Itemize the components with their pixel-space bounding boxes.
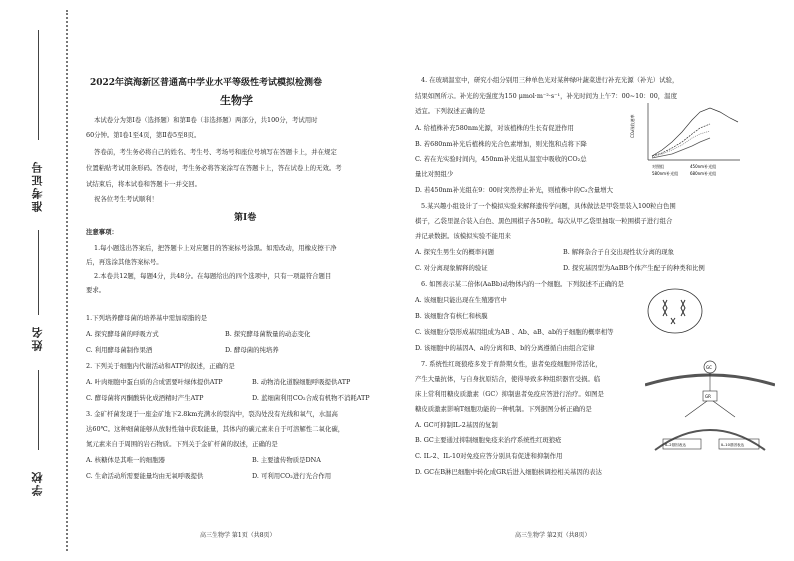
question-7-line: 产生大量抗体，与自身抗原结合，使得导致多种组织器官受损。临: [415, 375, 601, 383]
question-5-line: 棋子，乙袋里混合装入白色、黑色围棋子各50粒。每次从甲乙袋里抽取一粒围棋子进行组合: [415, 217, 673, 225]
exam-no-label: 准考证号: [31, 160, 44, 212]
question-4-line: 适宜。下列叙述正确的是: [415, 107, 486, 115]
arrow: [713, 401, 735, 417]
question-3-line: 达60℃。这种细菌能够从放射性铀中获取能量，其体内的碳元素来自于可溶解性二氧化碳，: [86, 425, 345, 433]
gc-mechanism-diagram: [645, 355, 775, 460]
subject-title: 生物学: [220, 94, 253, 107]
legend-entry: 580nm补光组: [652, 171, 679, 176]
intro-line: 60分钟。第Ⅰ卷1至4页，第Ⅱ卷5至8页。: [86, 131, 201, 139]
option: A. GC可抑制IL-2基因的复制: [415, 421, 498, 429]
school-label: 学校: [31, 470, 44, 496]
option: B. 探究酵母菌数量的动态变化: [225, 330, 311, 338]
option: D. GC在B淋巴细胞中转化成GR后进入细胞核调控相关基因的表达: [415, 468, 602, 476]
name-line: [38, 230, 39, 315]
question-4-line: 结果如图所示。补光的光强度为150 μmol·m⁻²·s⁻¹，补光时间为上午7：00~10：00，温度: [415, 92, 677, 100]
option: D. 该细胞中的基因A、a的分离和B、b的分离遵循自由组合定律: [415, 344, 595, 352]
series-580nm: [652, 138, 710, 158]
intro-line: 本试卷分为第Ⅰ卷（选择题）和第Ⅱ卷（非选择题）两部分，共100分，考试用时: [94, 116, 318, 124]
gr-label: GR: [705, 394, 711, 399]
chromosome: [671, 318, 675, 324]
intro-line: 祝各位考生考试顺利！: [94, 195, 158, 203]
page-2: [415, 0, 790, 561]
chromosome: [663, 300, 667, 316]
option: B. 该细胞含有核仁和核膜: [415, 312, 488, 320]
note-line: 2.本卷共12题，每题4分，共48分。在每题给出的四个选项中，只有一项最符合题目: [94, 272, 332, 280]
option: D. 酵母菌的纯培养: [225, 346, 279, 354]
cell-outline: [648, 289, 702, 333]
option: A. 探究酵母菌的呼吸方式: [86, 330, 159, 338]
question-5: 5.某兴趣小组设计了一个模拟实验来解释遗传学问题，具体做法是甲袋里装入100粒白色围: [421, 202, 676, 210]
option: B. 动物消化道腺细胞呼吸提供ATP: [252, 378, 351, 386]
exam-no-line: [38, 30, 39, 140]
chart-ylabel: CO₂吸收速率: [630, 114, 635, 138]
option: B. 主要遗传物质是DNA: [252, 456, 321, 464]
note-line: 1.每小题选出答案后，把答题卡上对应题目的答案标号涂黑。如需改动，用橡皮擦干净: [94, 244, 337, 252]
question-1: 1.下列培养酵母菌的培养基中需加琼脂的是: [86, 314, 208, 322]
legend-entry: 680nm补光组: [690, 171, 717, 176]
page-footer: 高三生物学 第1页（共8页）: [200, 532, 276, 539]
option: B. 解释杂合子自交出现性状分离的现象: [563, 248, 675, 256]
option: C. 该细胞分裂形成基因组成为AB 、Ab、aB、ab的子细胞的概率相等: [415, 328, 614, 336]
option: A. 给植株补充580nm光源，对该植株的生长有促进作用: [415, 124, 574, 132]
note-line: 后，再选涂其他答案标号。: [86, 258, 163, 266]
page-1: [80, 0, 415, 561]
option: C. 生命活动所需要能量均由无氧呼吸提供: [86, 472, 204, 480]
co2-chart: [630, 98, 790, 188]
option: A. 核糖体是其唯一的细胞器: [86, 456, 165, 464]
option: D. 探究基因型为AaBB个体产生配子的种类和比例: [563, 264, 705, 272]
school-line: [38, 370, 39, 450]
question-3-line: 氮元素来自于周围的岩石物质。下列关于金矿杆菌的叙述，正确的是: [86, 440, 278, 448]
chromosome: [681, 300, 685, 316]
question-3: 3. 金矿杆菌发现于一座金矿地下2.8km充满水的裂沟中，裂沟处没有光线和氧气，水温高: [86, 410, 338, 418]
option: D. 可利用CO₂进行光合作用: [252, 472, 332, 480]
option: D. 蓝细菌利用CO₂合成有机物不消耗ATP: [252, 394, 370, 402]
question-7-line: 床上常利用糖皮质激素（GC）抑制患者免疫应答进行治疗。如图是: [415, 390, 604, 398]
note-line: 要求。: [86, 286, 106, 294]
legend-entry: 450nm补光组: [690, 164, 717, 169]
question-5-line: 并记录数据。该模拟实验不能用来: [415, 232, 511, 240]
option: C. IL-2、IL-10对免疫应答分别具有促进和抑制作用: [415, 452, 563, 460]
page-footer: 高三生物学 第2页（共8页）: [515, 532, 591, 539]
option: C. 利用酵母菌制作果酒: [86, 346, 153, 354]
gc-label: GC: [706, 365, 712, 370]
cell-diagram: [645, 286, 705, 336]
question-2: 2. 下列关于细胞内代谢活动和ATP的叙述，正确的是: [86, 362, 235, 370]
binding-margin: [0, 0, 70, 561]
intro-line: 答卷前，考生务必将自己的姓名、考生号、考场号和座位号填写在答题卡上，并在规定: [94, 148, 337, 156]
option: A. 叶肉细胞中蛋白质的合成需要叶绿体提供ATP: [86, 378, 223, 386]
option: C. 若在光实验时间内，450nm补光组从温室中吸收的CO₂总: [415, 155, 587, 163]
series-control: [652, 124, 710, 156]
volume-title: 第Ⅰ卷: [234, 213, 257, 223]
option: A. 该细胞只能出现在生殖器官中: [415, 296, 507, 304]
nuclear-membrane: [655, 430, 765, 450]
exam-title: 2022年滨海新区普通高中学业水平等级性考试模拟检测卷: [90, 78, 323, 88]
notes-title: 注意事项：: [86, 228, 118, 236]
cut-line: [66, 10, 68, 551]
option-continued: 量比对照组少: [415, 170, 454, 178]
question-7: 7. 系统性红斑狼疮多发于育龄期女性，患者免疫细胞异常活化，: [421, 360, 602, 368]
legend-entry: 对照组: [652, 164, 664, 169]
il2-label: IL-2基因表达: [665, 443, 686, 447]
option: C. 对分离现象解释的验证: [415, 264, 488, 272]
il10-label: IL-10基因表达: [721, 443, 745, 447]
arrow: [685, 401, 707, 417]
intro-line: 试结束后，将本试卷和答题卡一并交回。: [86, 180, 202, 188]
option: D. 若450nm补光组在9：00时突然停止补光，则植株中的C₃含量增大: [415, 186, 613, 194]
option: A. 探究生男生女的概率问题: [415, 248, 494, 256]
option: C. 酵母菌将丙酮酸转化成酒精时产生ATP: [86, 394, 204, 402]
intro-line: 位置粘贴考试用条形码。答卷时，考生务必将答案涂写在答题卡上，答在试卷上的无效。考: [86, 164, 342, 172]
option: B. 若680nm补光后植株的光合色素增加，则光饱和点将下降: [415, 140, 587, 148]
question-7-line: 糖皮质激素影响T细胞功能的一种机制。下列据图分析正确的是: [415, 405, 592, 413]
question-4: 4. 在玻璃温室中，研究小组分别用三种单色光对某种绿叶蔬菜进行补充光源（补光）试验，: [421, 76, 679, 84]
name-label: 姓名: [31, 325, 44, 351]
question-6: 6. 如图表示某二倍体(AaBb)动物体内的一个细胞。下列叙述不正确的是: [421, 280, 624, 288]
option: B. GC主要通过抑制细胞免疫来治疗系统性红斑狼疮: [415, 436, 562, 444]
